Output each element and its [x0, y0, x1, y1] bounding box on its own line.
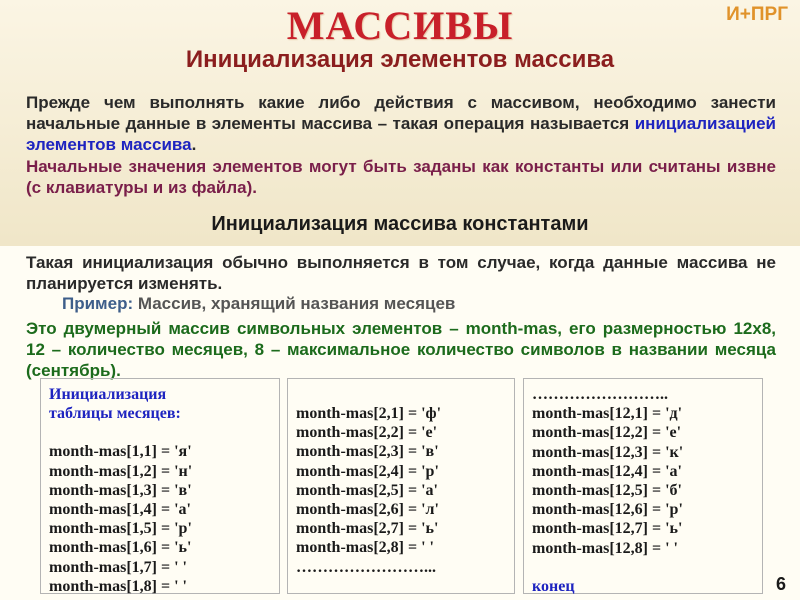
section-paragraph: Такая инициализация обычно выполняется в том случае, когда данные массива не планируется изменять. [26, 253, 776, 293]
code-line: month-mas[2,7] = 'ь' [296, 520, 439, 538]
intro-paragraph [26, 92, 776, 155]
code-line: month-mas[2,4] = 'р' [296, 462, 439, 480]
code-column-2 [287, 378, 515, 594]
col3-spacer [532, 558, 758, 577]
code-line: month-mas[1,7] = ' ' [49, 558, 187, 576]
end-keyword: конец [532, 577, 575, 595]
code-line: month-mas[12,6] = 'р' [532, 501, 683, 519]
code-line: month-mas[1,8] = ' ' [49, 577, 187, 595]
code-line: month-mas[1,4] = 'а' [49, 501, 191, 519]
section-title: Инициализация массива константами [211, 213, 589, 235]
code-column-3 [523, 378, 763, 594]
example-line [62, 294, 455, 314]
code-line: month-mas[1,3] = 'в' [49, 481, 192, 499]
code-line: month-mas[12,4] = 'а' [532, 462, 682, 480]
example-text: Массив, хранящий названия месяцев [137, 294, 456, 313]
code-line: month-mas[1,1] = 'я' [49, 443, 192, 461]
course-tag: И+ПРГ [726, 4, 788, 25]
intro-paragraph-2: Начальные значения элементов могут быть заданы как константы или считаны извне (с клавиатуры и из файла). [26, 157, 776, 197]
code-line: month-mas[2,6] = 'л' [296, 501, 439, 519]
code-line: month-mas[12,1] = 'д' [532, 405, 683, 423]
code-column-1 [40, 378, 280, 594]
code-line: month-mas[1,2] = 'н' [49, 462, 193, 480]
code-line: month-mas[1,6] = 'ь' [49, 539, 192, 557]
code-line: month-mas[12,2] = 'е' [532, 424, 682, 442]
example-label: Пример: [62, 294, 138, 313]
code-line: month-mas[12,3] = 'к' [532, 443, 684, 461]
code-line: month-mas[2,3] = 'в' [296, 443, 439, 461]
intro-highlight: инициализацией элементов массива [26, 114, 776, 154]
col1-header-line: таблицы месяцев: [49, 405, 181, 423]
array-description: Это двумерный массив символьных элементов – month-mas, его размерностью 12x8, 12 – количество месяцев, 8 – максимальное количество символов в названии месяца (сентябрь). [26, 319, 776, 380]
intro-text: Прежде чем выполнять какие либо действия с массивом, необходимо занести начальные данные в элементы массива – такая операция называется [26, 93, 776, 133]
code-line: month-mas[1,5] = 'р' [49, 520, 192, 538]
code-line: month-mas[2,8] = ' ' [296, 539, 434, 557]
col1-header-line: Инициализация [49, 386, 167, 403]
code-line: month-mas[2,2] = 'е' [296, 424, 438, 442]
ellipsis-line: ……………………... [296, 558, 436, 576]
intro-end: . [191, 135, 197, 154]
col1-spacer [49, 423, 275, 442]
code-line: month-mas[12,7] = 'ь' [532, 520, 683, 538]
slide-subtitle: Инициализация элементов массива [185, 46, 615, 73]
ellipsis-line: …………………….. [532, 386, 668, 403]
page-number: 6 [775, 574, 786, 594]
code-line: month-mas[2,1] = 'ф' [296, 405, 442, 422]
code-line: month-mas[12,8] = ' ' [532, 539, 678, 557]
code-line: month-mas[2,5] = 'а' [296, 481, 438, 499]
code-line: month-mas[12,5] = 'б' [532, 482, 682, 500]
slide-title: МАССИВЫ [286, 3, 514, 48]
